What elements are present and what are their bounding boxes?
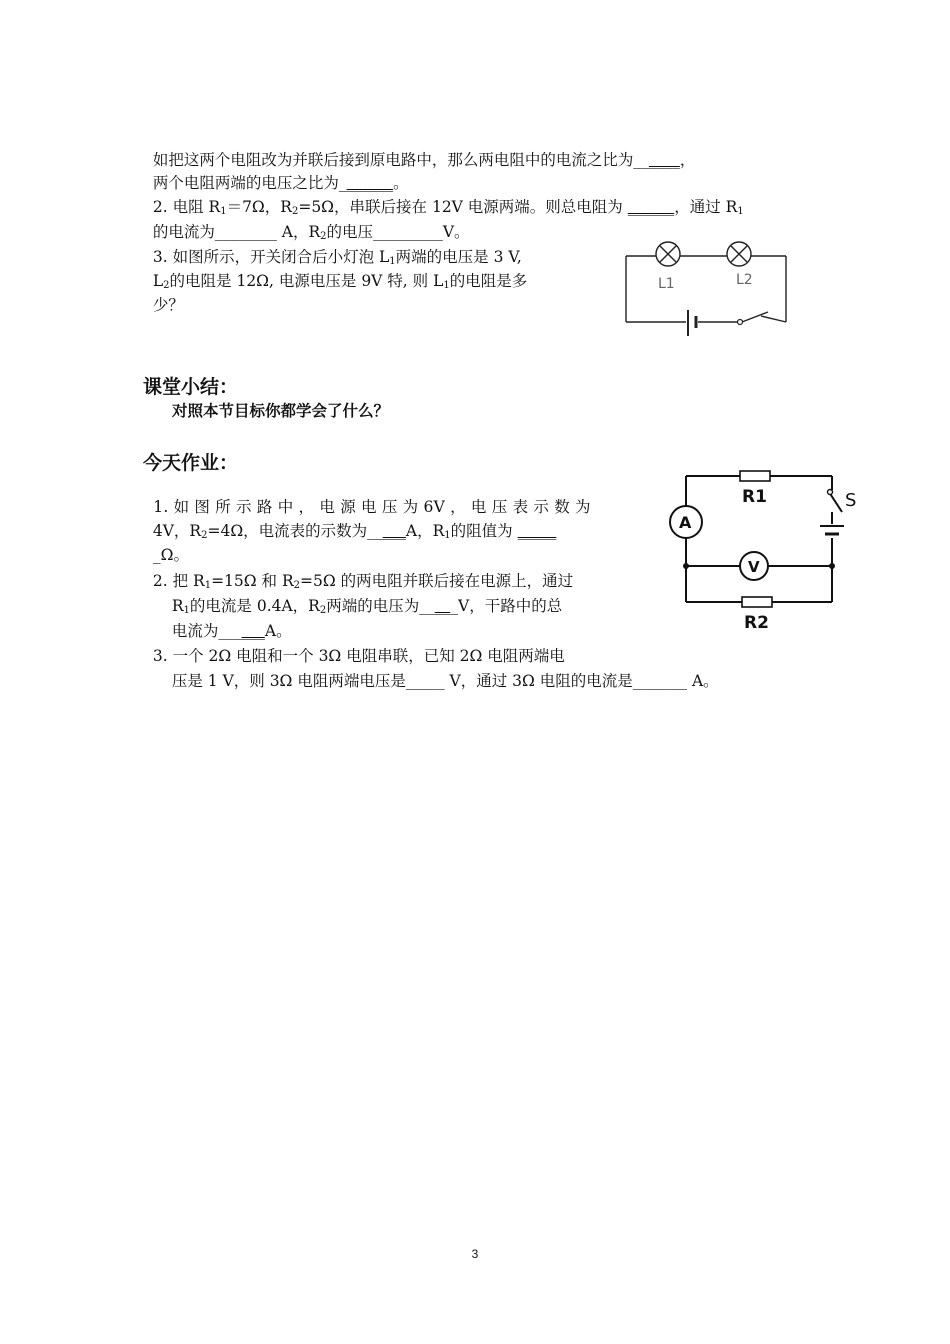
- junction-dot: [829, 563, 835, 569]
- homework-q2-line-1: 2. 把 $R_1=15\Omega$ 和 $R_2=5\Omega$ 的两电阻并联后接在电源上，通过: [152, 572, 574, 591]
- resistor-r1-label: R1: [742, 487, 767, 507]
- answer-blank[interactable]: ____: [648, 151, 680, 169]
- resistor-r2: [742, 597, 772, 607]
- answer-blank[interactable]: ___: [382, 522, 406, 540]
- question-3-line-1: 3. 如图所示，开关闭合后小灯泡 $L_1$两端的电压是 3 V,: [152, 248, 522, 267]
- homework-q3-line-1: 3. 一个 2Ω 电阻和一个 3Ω 电阻串联，已知 2Ω 电阻两端电: [152, 647, 565, 665]
- circuit-diagram-lamps: [618, 232, 796, 342]
- homework-heading: 今天作业：: [143, 452, 239, 474]
- page-number: 3: [471, 1247, 479, 1261]
- question-2-line-1: 2. 电阻 $R_1=7\Omega$，$R_2=5\Omega$，串联后接在 12V 电源两端。则总电阻为 ______，通过 $R_1$: [152, 198, 744, 217]
- lamp-l1: [656, 242, 680, 266]
- homework-q2-line-2: $R_1$的电流是 0.4A，$R_2$两端的电压为_____V，干路中的总: [171, 597, 563, 616]
- voltmeter-label: V: [748, 558, 760, 576]
- homework-q1-line-3: _Ω。: [152, 546, 189, 564]
- answer-blank[interactable]: ________: [214, 223, 277, 241]
- answer-blank[interactable]: _________: [373, 223, 443, 241]
- junction-dot: [683, 563, 689, 569]
- resistor-r1: [740, 471, 770, 481]
- answer-blank[interactable]: ______: [627, 198, 675, 216]
- homework-q2-line-3: 电流为______A。: [171, 622, 292, 640]
- answer-blank[interactable]: _____: [517, 522, 557, 540]
- summary-prompt: 对照本节目标你都学会了什么？: [172, 402, 390, 420]
- lamp-l2-label: L2: [736, 272, 753, 288]
- summary-heading: 课堂小结：: [143, 376, 239, 398]
- answer-blank[interactable]: __: [434, 597, 451, 615]
- question-2-line-2: 的电流为________ A，$R_2$的电压_________V。: [152, 223, 470, 242]
- answer-blank[interactable]: ______: [346, 174, 394, 192]
- circuit-diagram-resistors: [664, 466, 874, 636]
- ammeter-label: A: [679, 513, 692, 532]
- lamp-l2: [727, 242, 751, 266]
- homework-q3-line-2: 压是 1 V，则 3Ω 电阻两端电压是_____ V，通过 3Ω 电阻的电流是_______ A。: [171, 672, 719, 690]
- switch-contact: [828, 490, 833, 495]
- intro-line-2: 两个电阻两端的电压之比为_______。: [152, 174, 409, 192]
- intro-line-1: 如把这两个电阻改为并联后接到原电路中，那么两电阻中的电流之比为______，: [152, 151, 696, 169]
- question-3-line-2: $L_2$的电阻是 12Ω, 电源电压是 9V 特, 则 $L_1$的电阻是多: [152, 272, 528, 291]
- question-3-line-3: 少？: [152, 296, 184, 314]
- homework-q1-line-2: 4V，$R_2=4\Omega$，电流表的示数为_____A，$R_1$的阻值为 _____: [152, 522, 557, 541]
- homework-q1-line-1: 1. 如 图 所 示 路 中 ， 电 源 电 压 为 6V ， 电 压 表 示 数 为: [153, 498, 591, 516]
- switch-label: S: [845, 490, 857, 511]
- switch-contact: [738, 320, 743, 325]
- answer-blank[interactable]: ___: [241, 622, 265, 640]
- lamp-l1-label: L1: [658, 276, 675, 292]
- resistor-r2-label: R2: [744, 613, 769, 633]
